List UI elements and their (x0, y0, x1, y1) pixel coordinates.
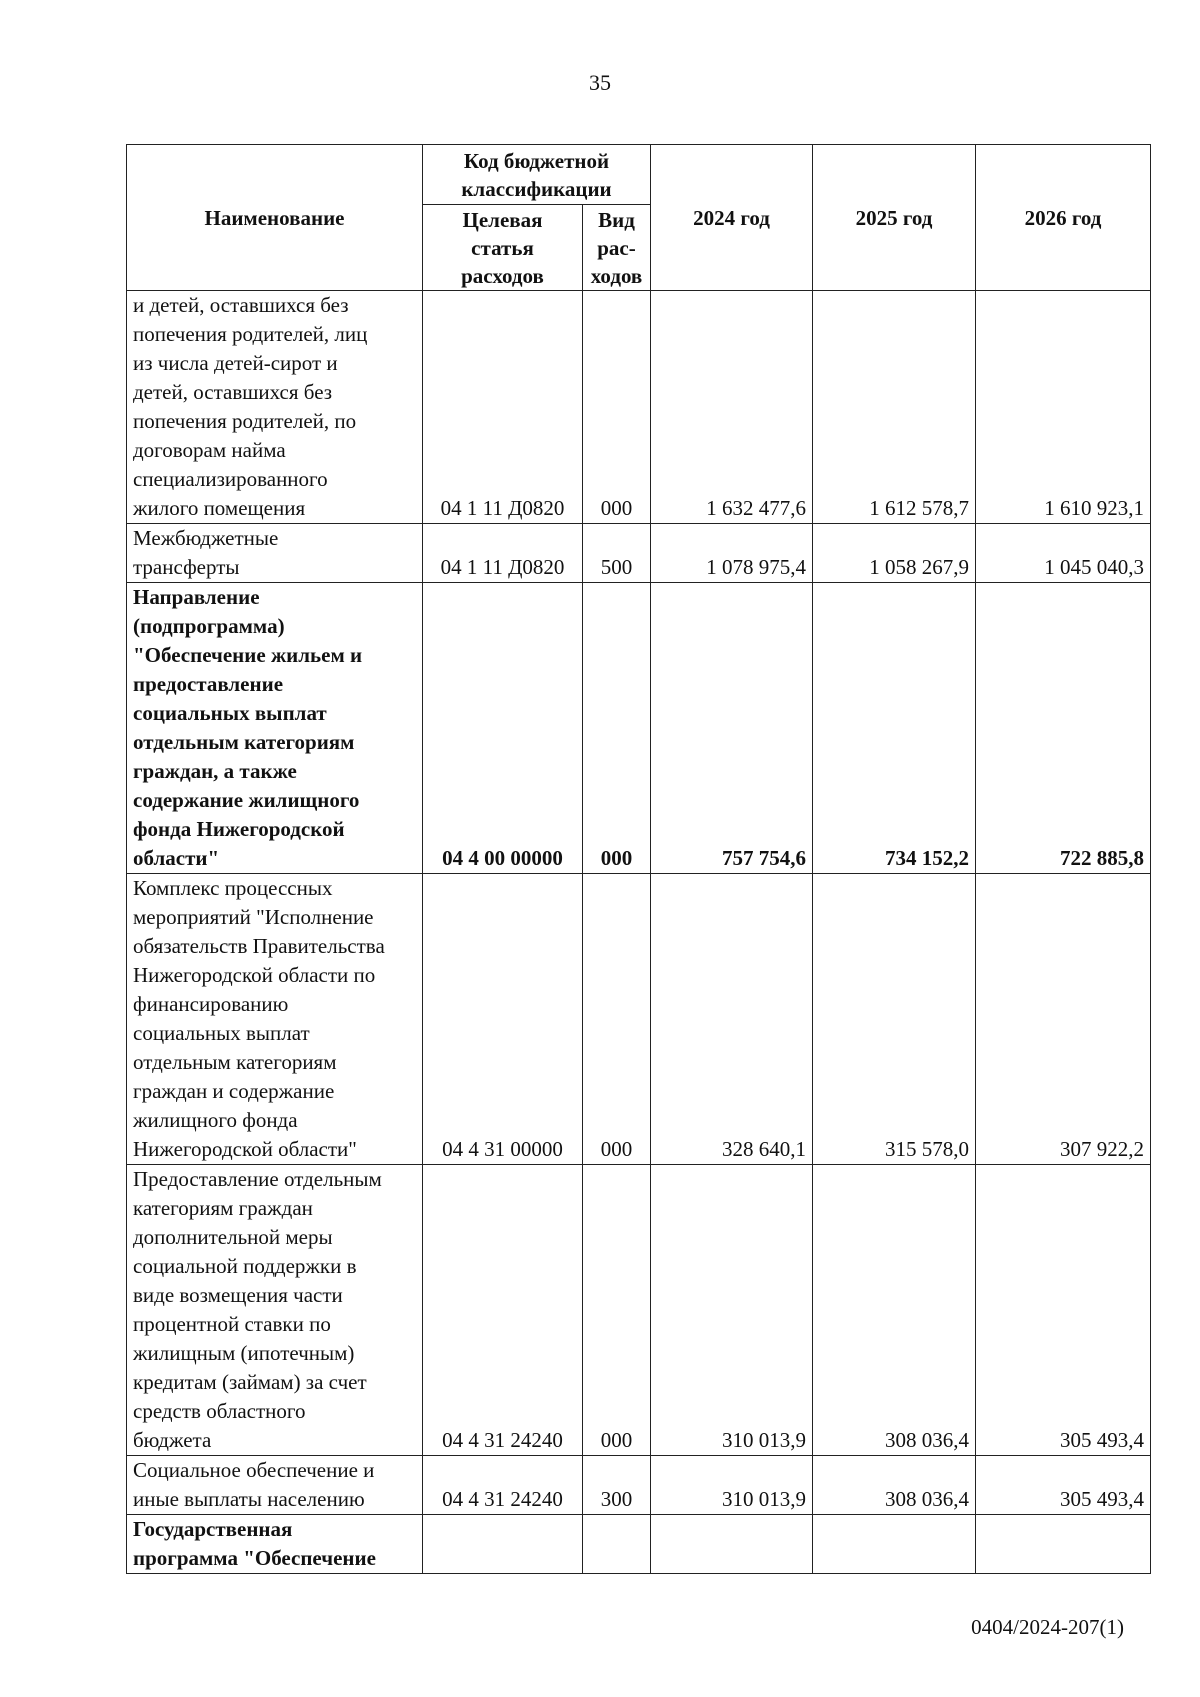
row-expense-type: 000 (583, 874, 651, 1165)
row-value-2025: 1 058 267,9 (813, 524, 976, 583)
row-expense-type (583, 1515, 651, 1574)
document-code: 0404/2024-207(1) (971, 1615, 1124, 1639)
header-2025: 2025 год (813, 145, 976, 291)
table-row (127, 1515, 1151, 1574)
row-name: Межбюджетные трансферты (127, 524, 423, 583)
row-target-code: 04 1 11 Д0820 (423, 291, 583, 524)
table-row (127, 1456, 1151, 1515)
header-name: Наименование (127, 145, 423, 291)
table-row (127, 291, 1151, 524)
row-target-code: 04 1 11 Д0820 (423, 524, 583, 583)
row-value-2025: 308 036,4 (813, 1165, 976, 1456)
table-row (127, 524, 1151, 583)
row-value-2024: 1 632 477,6 (651, 291, 813, 524)
row-value-2025: 308 036,4 (813, 1456, 976, 1515)
row-target-code: 04 4 31 00000 (423, 874, 583, 1165)
page-number: 35 (589, 70, 611, 95)
row-value-2026: 1 045 040,3 (976, 524, 1151, 583)
row-expense-type: 500 (583, 524, 651, 583)
row-name: Направление (подпрограмма) "Обеспечение жильем и предоставление социальных выплат отдельным категориям граждан, а также содержание жилищного фонда Нижегородской области" (127, 583, 423, 874)
header-row-1 (127, 145, 1151, 205)
header-2026: 2026 год (976, 145, 1151, 291)
row-target-code (423, 1515, 583, 1574)
row-expense-type: 300 (583, 1456, 651, 1515)
table-row (127, 583, 1151, 874)
row-expense-type: 000 (583, 1165, 651, 1456)
row-expense-type: 000 (583, 291, 651, 524)
row-value-2026: 305 493,4 (976, 1165, 1151, 1456)
row-value-2026: 1 610 923,1 (976, 291, 1151, 524)
row-name: и детей, оставшихся без попечения родителей, лиц из числа детей-сирот и детей, оставшихся без попечения родителей, по договорам найма специализированного жилого помещения (127, 291, 423, 524)
row-value-2025: 315 578,0 (813, 874, 976, 1165)
header-type: Вид рас-ходов (583, 205, 651, 291)
header-target: Целевая статья расходов (423, 205, 583, 291)
row-target-code: 04 4 31 24240 (423, 1456, 583, 1515)
row-target-code: 04 4 00 00000 (423, 583, 583, 874)
row-value-2026: 307 922,2 (976, 874, 1151, 1165)
row-value-2024: 757 754,6 (651, 583, 813, 874)
row-value-2026: 305 493,4 (976, 1456, 1151, 1515)
row-value-2024: 310 013,9 (651, 1165, 813, 1456)
table-row (127, 874, 1151, 1165)
row-value-2025: 1 612 578,7 (813, 291, 976, 524)
budget-table (126, 144, 1151, 1574)
row-value-2024: 328 640,1 (651, 874, 813, 1165)
row-value-2026: 722 885,8 (976, 583, 1151, 874)
row-value-2025 (813, 1515, 976, 1574)
row-name: Предоставление отдельным категориям граждан дополнительной меры социальной поддержки в виде возмещения части процентной ставки по жилищным (ипотечным) кредитам (займам) за счет средств областного бюджета (127, 1165, 423, 1456)
row-value-2026 (976, 1515, 1151, 1574)
row-name: Государственная программа "Обеспечение (127, 1515, 423, 1574)
header-code-group: Код бюджетной классификации (423, 145, 651, 205)
row-value-2025: 734 152,2 (813, 583, 976, 874)
row-value-2024 (651, 1515, 813, 1574)
row-expense-type: 000 (583, 583, 651, 874)
row-value-2024: 310 013,9 (651, 1456, 813, 1515)
row-name: Социальное обеспечение и иные выплаты населению (127, 1456, 423, 1515)
row-value-2024: 1 078 975,4 (651, 524, 813, 583)
header-2024: 2024 год (651, 145, 813, 291)
table-row (127, 1165, 1151, 1456)
row-name: Комплекс процессных мероприятий "Исполнение обязательств Правительства Нижегородской области по финансированию социальных выплат отдельным категориям граждан и содержание жилищного фонда Нижегородской области" (127, 874, 423, 1165)
row-target-code: 04 4 31 24240 (423, 1165, 583, 1456)
